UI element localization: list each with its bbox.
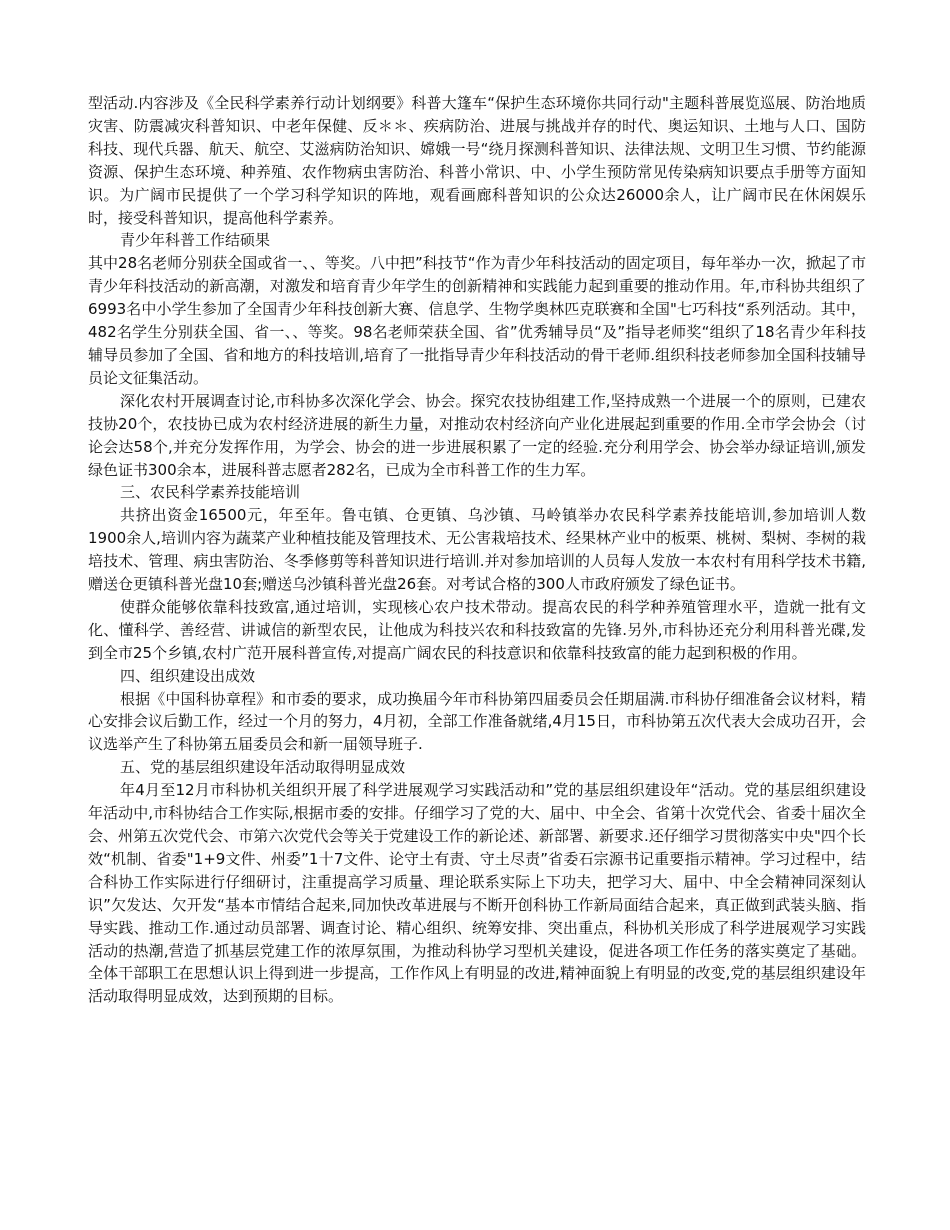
paragraph-party-building: 年4月至12月市科协机关组织开展了科学进展观学习实践活动和”党的基层组织建设年“活动。党的基层组织建设年活动中,市科协结合工作实际,根据市委的安排。仔细学习了党的大、届中、中全会、省第十次党代会、省委十届次全会、州第五次党代会、市第六次党代会等关于党建设工作的新论述、新部署、新要求.还仔细学习贯彻落实中央"四个长效“机制、省委"1+9文件、州委”1十7文件、论守土有责、守土尽责”省委石宗源书记重要指示精神。学习过程中，结合科协工作实际进行仔细研讨，注重提高学习质量、理论联系实际上下功夫，把学习大、届中、中全会精神同深刻认识”欠发达、欠开发“基本市情结合起来,同加快改革进展与不断开创科协工作新局面结合起来，真正做到武装头脑、指导实践、推动工作.通过动员部署、调查讨论、精心组织、统筹安排、突出重点，科协机关形成了科学进展观学习实践活动的热潮,营造了抓基层党建工作的浓厚氛围，为推动科协学习型机关建设，促进各项工作任务的落实奠定了基础。全体干部职工在思想认识上得到进一步提高，工作作风上有明显的改进,精神面貌上有明显的改变,党的基层组织建设年活动取得明显成效，达到预期的目标。	[88, 781, 866, 1006]
heading-party-building: 五、党的基层组织建设年活动取得明显成效	[120, 758, 406, 777]
paragraph-organization: 根据《中国科协章程》和市委的要求，成功换届今年市科协第四届委员会任期届满.市科协仔细准备会议材料，精心安排会议后勤工作，经过一个月的努力，4月初，全部工作准备就绪,4月15日，市科协第五次代表大会成功召开，会议选举产生了科协第五届委员会和新一届领导班子.	[88, 689, 866, 754]
paragraph-youth-science: 其中28名老师分别获全国或省一、、等奖。八中把”科技节“作为青少年科技活动的固定项目，每年举办一次，掀起了市青少年科技活动的新高潮，对激发和培育青少年学生的创新精神和实践能力起到重要的推动作用。年,市科协共组织了6993名中小学生参加了全国青少年科技创新大赛、信息学、生物学奥林匹克联赛和全国"七巧科技“系列活动。其中，482名学生分别获全国、省一、、等奖。98名老师荣获全国、省”优秀辅导员“及”指导老师奖“组织了18名青少年科技辅导员参加了全国、省和地方的科技培训,培育了一批指导青少年科技活动的骨干老师.组织科技老师参加全国科技辅导员论文征集活动。	[88, 254, 866, 387]
paragraph-farmer-results: 使群众能够依靠科技致富,通过培训，实现核心农户技术带动。提高农民的科学种养殖管理水平，造就一批有文化、懂科学、善经营、讲诚信的新型农民，让他成为科技兴农和科技致富的先锋.另外,市科协还充分利用科普光碟,发到全市25个乡镇,农村广范开展科普宣传,对提高广阔农民的科技意识和依靠科技致富的能力起到积极的作用。	[88, 597, 866, 662]
paragraph-farmer-training: 共挤出资金16500元，年至年。鲁屯镇、仓更镇、乌沙镇、马岭镇举办农民科学素养技能培训,参加培训人数1900余人,培训内容为蔬菜产业种植技能及管理技术、无公害栽培技术、经果林产业中的板栗、桃树、梨树、李树的栽培技术、管理、病虫害防治、冬季修剪等科普知识进行培训.并对参加培训的人员每人发放一本农村有用科学技术书籍,赠送仓更镇科普光盘10套;赠送乌沙镇科普光盘26套。对考试合格的300人市政府颁发了绿色证书。	[88, 506, 866, 594]
heading-organization: 四、组织建设出成效	[120, 666, 256, 685]
paragraph-activities: 型活动.内容涉及《全民科学素养行动计划纲要》科普大篷车“保护生态环境你共同行动"主题科普展览巡展、防治地质灾害、防震减灾科普知识、中老年保健、反＊＊、疾病防治、进展与挑战并存的时代、奥运知识、土地与人口、国防科技、现代兵器、航天、航空、艾滋病防治知识、嫦娥一号“绕月探测科普知识、法律法规、文明卫生习惯、节约能源资源、保护生态环境、种养殖、农作物病虫害防治、科普小常识、中、小学生预防常见传染病知识要点手册等方面知识。为广阔市民提供了一个学习科学知识的阵地，观看画廊科普知识的公众达26000余人，让广阔市民在休闲娱乐时，接受科普知识，提高他科学素养。	[88, 94, 866, 227]
paragraph-rural-research: 深化农村开展调查讨论,市科协多次深化学会、协会。探究农技协组建工作,坚持成熟一个进展一个的原则，已建农技协20个，农技协已成为农村经济进展的新生力量，对推动农村经济向产业化进展起到重要的作用.全市学会协会（讨论会达58个,并充分发挥作用，为学会、协会的进一步进展积累了一定的经验.充分利用学会、协会举办绿证培训,颁发绿色证书300余本，进展科普志愿者282名，已成为全市科普工作的生力军。	[88, 391, 866, 479]
heading-farmer-training: 三、农民科学素养技能培训	[120, 483, 301, 502]
document-body	[88, 92, 866, 1008]
heading-youth-science: 青少年科普工作结硕果	[120, 231, 271, 250]
